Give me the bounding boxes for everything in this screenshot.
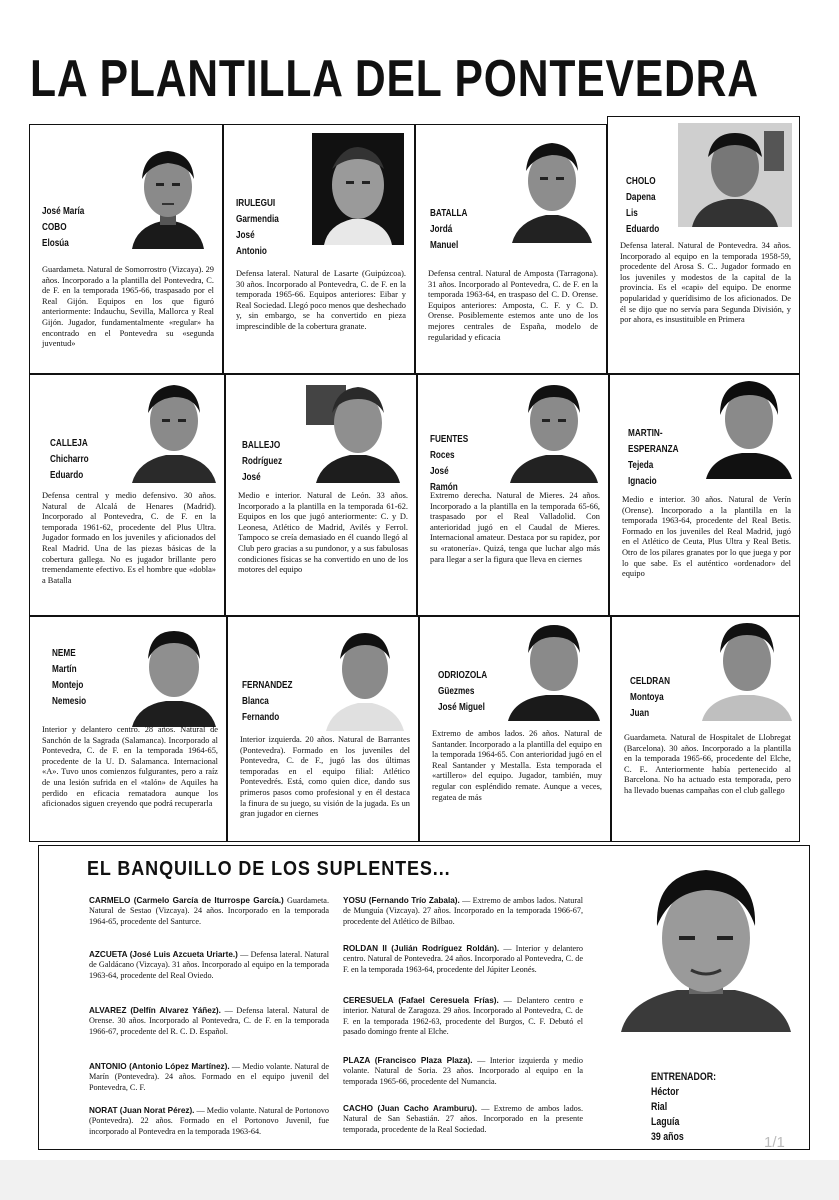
sub-head: CERESUELA (Fafael Ceresuela Frías). xyxy=(343,996,499,1005)
coach-info: ENTRENADOR: Héctor Rial Laguía 39 años xyxy=(651,1071,717,1143)
substitutes-title: EL BANQUILLO DE LOS SUPLENTES... xyxy=(87,858,451,880)
substitutes-section xyxy=(38,845,810,1150)
player-photo xyxy=(678,123,792,227)
page-title: LA PLANTILLA DEL PONTEVEDRA xyxy=(30,50,759,108)
sub-head: CARMELO (Carmelo García de Iturrospe García.) xyxy=(89,896,284,905)
player-card-fuentes xyxy=(417,374,609,616)
player-bio: Guardameta. Natural de Hospitalet de Llobregat (Barcelona). 30 años. Incorporado a la plantilla en la temporada 1965-66, procedente del Elche, C. F.. Anteriormente había pertenecido al Barcelona. No ha actuado esta temporada, pero ha llevado buenas campañas con el club gallego xyxy=(624,733,791,795)
player-card-calleja xyxy=(29,374,225,616)
player-card-celdran xyxy=(611,616,800,842)
player-card-ballejo xyxy=(225,374,417,616)
sub-text: — Defensa lateral. Natural de Galdácano (Vizcaya). 31 años. Incorporado al equipo en la temporada 1963-64, procedente del Real Oviedo. xyxy=(89,950,329,980)
page-count: 1/1 xyxy=(764,1134,785,1151)
player-photo xyxy=(506,131,598,243)
player-name: José María COBO Elosúa xyxy=(42,205,85,249)
sub-entry xyxy=(89,1006,329,1037)
player-name: IRULEGUI Garmendia José Antonio xyxy=(236,197,279,257)
sub-head: AZCUETA (José Luis Azcueta Uriarte.) xyxy=(89,950,238,959)
player-name: CALLEJA Chicharro Eduardo xyxy=(50,437,89,481)
sub-text: — Extremo de ambos lados. Natural de San Sebastián. 27 años. Incorporado en la presente temporada, procedente de la Real Sociedad. xyxy=(343,1104,584,1134)
player-name: BATALLA Jordá Manuel xyxy=(430,207,468,251)
player-grid xyxy=(29,116,800,841)
player-bio: Extremo derecha. Natural de Mieres. 24 años. Incorporado a la plantilla en la temporada 65-66, traspasado por el Real Valladolid. Con anterioridad jugó en el Caudal de Mieres. Internacional amateur. Destaca por su rapidez, por su «ratonería». Quizá, tenga que luchar algo más para llegar a ser la figura que lleva en ciernes xyxy=(430,491,600,564)
player-card-cobo xyxy=(29,124,223,374)
sub-text: — Interior izquierda y medio volante. Natural de Soria. 23 años. Incorporado al equipo en la temporada 1965-66, procedente del Numancia. xyxy=(343,1056,584,1086)
sub-text: — Defensa lateral. Natural de Orense. 30 años. Incorporado al Pontevedra, C. de F. en la temporada 1966-67, procedente del R. C. D. Español. xyxy=(89,1006,329,1036)
sub-head: NORAT (Juan Norat Pérez). xyxy=(89,1106,195,1115)
sub-head: CACHO (Juan Cacho Aramburu). xyxy=(343,1104,478,1113)
player-photo xyxy=(126,375,222,483)
player-photo xyxy=(312,133,404,245)
player-name: ODRIOZOLA Güezmes José Miguel xyxy=(438,669,488,713)
player-name: FUENTES Roces José Ramón xyxy=(430,433,469,493)
player-name: CELDRAN Montoya Juan xyxy=(630,675,671,719)
sub-head: YOSU (Fernando Trío Zabala). xyxy=(343,896,460,905)
sub-head: PLAZA (Francisco Plaza Plaza). xyxy=(343,1056,473,1065)
player-bio: Medio e interior. 30 años. Natural de Verín (Orense). Incorporado a la plantilla en la temporada 1963-64, procedente del Real Betis. Formado en los juveniles del Real Madrid, jugó en el Atlético de Ceuta, Plus Ultra y Real Betis. Otro de los pilares granates por lo que juega y por lo que sabe. Es el auténtico «ordenador» del equipo xyxy=(622,495,791,579)
player-photo xyxy=(306,375,410,483)
player-card-cholo xyxy=(607,116,800,374)
player-photo xyxy=(702,375,796,479)
sub-entry xyxy=(343,996,583,1038)
sub-head: ALVAREZ (Delfín Alvarez Yáñez). xyxy=(89,1006,221,1015)
player-name: CHOLO Dapena Lis Eduardo xyxy=(626,175,660,235)
player-photo xyxy=(322,623,408,731)
sub-text: Guardameta. Natural de Sestao (Vizcaya). 24 años. Incorporado en la temporada 1964-65, procedente del Santurce. xyxy=(89,896,329,926)
sub-entry xyxy=(89,1106,329,1137)
player-card-fernandez xyxy=(227,616,419,842)
coach-photo xyxy=(615,860,797,1032)
player-bio: Defensa central y medio defensivo. 30 años. Natural de Alcalá de Henares (Madrid). Incorporado al Pontevedra, C. de F. en la temporada 1961-62, procedente del Plus Ultra. Jugador formado en los juveniles y aficionados del Real Madrid. Una de las piezas básicas de la cobertura gallega. No es jugador brillante pero tremendamente efectivo. Es el hombre que «dobla» a Batalla xyxy=(42,491,216,585)
sub-entry xyxy=(343,1104,583,1135)
player-bio: Interior y delantero centro. 28 años. Natural de Sanchón de la Sagrada (Salamanca). Incorporado al Pontevedra, C. de F. en la temporada 1964-65, procedente de la U. D. Salamanca. Internacional «A». Tuvo unos comienzos fulgurantes, pero a raíz de una lesión sufrida en el «talón» de Aquiles ha perdido en eficacia rematadora aunque los aficionados siguen creyendo que podrá recuperarla xyxy=(42,725,218,809)
player-bio: Medio e interior. Natural de León. 33 años. Incorporado a la plantilla en la temporada 61-62. Equipos en los que jugó anteriormente: C. y D. Leonesa, Atlético de Madrid, Avilés y Ferrol. Tampoco se creía demasiado en él cuando llegó al Club pero gracias a su pundonor, y a sus fabulosas condiciones físicas se ha convertido en uno de los motores del equipo xyxy=(238,491,408,575)
player-bio: Extremo de ambos lados. 26 años. Natural de Santander. Incorporado a la plantilla del equipo en la temporada 1964-65. Con anterioridad jugó en el Real Santander y Mestalla. Esta temporada el «artillero» del equipo. Jugador, también, muy regular con espléndido remate. Aunque a veces, regatea de más xyxy=(432,729,602,802)
player-card-martin-esperanza xyxy=(609,374,800,616)
sub-entry xyxy=(89,1062,329,1093)
player-name: BALLEJO Rodríguez José xyxy=(242,439,283,483)
player-photo xyxy=(122,137,214,249)
viewer-footer xyxy=(0,1160,839,1200)
sub-head: ROLDAN II (Julián Rodríguez Roldán). xyxy=(343,944,500,953)
player-card-odriozola xyxy=(419,616,611,842)
sub-entry xyxy=(343,1056,583,1087)
sub-text: — Delantero centro e interior. Natural de Zaragoza. 29 años. Incorporado al Pontevedra, C. de F. en la temporada 1962-63, procedente del Burgos, C. F. Debutó el pasado domingo frente al Elche. xyxy=(343,996,583,1037)
player-card-batalla xyxy=(415,124,607,374)
player-bio: Defensa lateral. Natural de Pontevedra. 34 años. Incorporado al equipo en la temporada 1958-59, procedente del Arosa S. C.. Jugador formado en los juveniles y modestos de la capital de la provincia. Es el «capi» del equipo. De enorme popularidad y querídisimo de los aficionados. De él se dijo que no servía para Segunda División, y por ahora, es insustituible en Primera xyxy=(620,241,791,325)
sub-head: ANTONIO (Antonio López Martínez). xyxy=(89,1062,230,1071)
sub-entry xyxy=(89,896,329,927)
player-bio: Interior izquierda. 20 años. Natural de Barrantes (Pontevedra). Formado en los juveniles del Pontevedra, C. de F., jugó las dos últimas temporadas en el equipo filial: Atlético Pontevedrés. Está, como quien dice, dando sus primeros pasos como profesional y en él destaca la finura de su juego, su visión de la jugada. Es un gran jugador en ciernes xyxy=(240,735,410,819)
player-bio: Defensa lateral. Natural de Lasarte (Guipúzcoa). 30 años. Incorporado al Pontevedra, C. de F. en la temporada 1965-66. Equipos anteriores: Eibar y Real Sociedad. Llegó poco menos que deshechado y, sin embargo, se ha convertido en pieza imprescindible de la cobertura granate. xyxy=(236,269,406,331)
player-card-neme xyxy=(29,616,227,842)
player-name: MARTIN- ESPERANZA Tejeda Ignacio xyxy=(628,427,679,487)
player-bio: Defensa central. Natural de Amposta (Tarragona). 31 años. Incorporado al Pontevedra, C. de F. en la temporada 1963-64, en traspaso del C. D. Orense. Equipos anteriores: Amposta, C. F. y C. D. Orense. Posiblemente estemos ante uno de los mejores centrales de España, modelo de regularidad y eficacia xyxy=(428,269,598,342)
player-name: FERNANDEZ Blanca Fernando xyxy=(242,679,293,723)
sub-text: — Interior y delantero centro. Natural de Pontevedra. 24 años. Incorporado al Pontevedra, C. de F. en la temporada 1963-64, procedente del Júpiter Leonés. xyxy=(343,944,584,974)
sub-entry xyxy=(343,896,583,927)
player-name: NEME Martín Montejo Nemesio xyxy=(52,647,87,707)
player-photo xyxy=(504,617,604,721)
sub-entry xyxy=(343,944,583,975)
player-photo xyxy=(506,375,602,483)
sub-text: — Medio volante. Natural de Portonovo (Pontevedra). 22 años. Formado en el Portonovo Juvenil, fue incorporado al Pontevedra en la temporada 1963-64. xyxy=(89,1106,330,1136)
player-photo xyxy=(126,623,222,727)
player-bio: Guardameta. Natural de Somorrostro (Vizcaya). 29 años. Incorporado a la plantilla del Pontevedra, C. de F. en la temporada 1965-66, traspasado por el Real Gijón. Equipos en los que figuró anteriormente: Indauchu, Sevilla, Mallorca y Real Gijón. Jugador, fundamentalmente «regular» ha encontrado en el Pontevedra su «segunda juventud» xyxy=(42,265,214,349)
sub-text: — Medio volante. Natural de Marín (Pontevedra). 24 años. Formado en el equipo juvenil del Pontevedra, C. F. xyxy=(89,1062,329,1092)
player-card-irulegui xyxy=(223,124,415,374)
player-photo xyxy=(698,617,796,721)
sub-entry xyxy=(89,950,329,981)
sub-text: — Extremo de ambos lados. Natural de Munguía (Vizcaya). 27 años. Incorporado en la temporada 1966-67, procedente del Atlético de Bilbao. xyxy=(343,896,583,926)
